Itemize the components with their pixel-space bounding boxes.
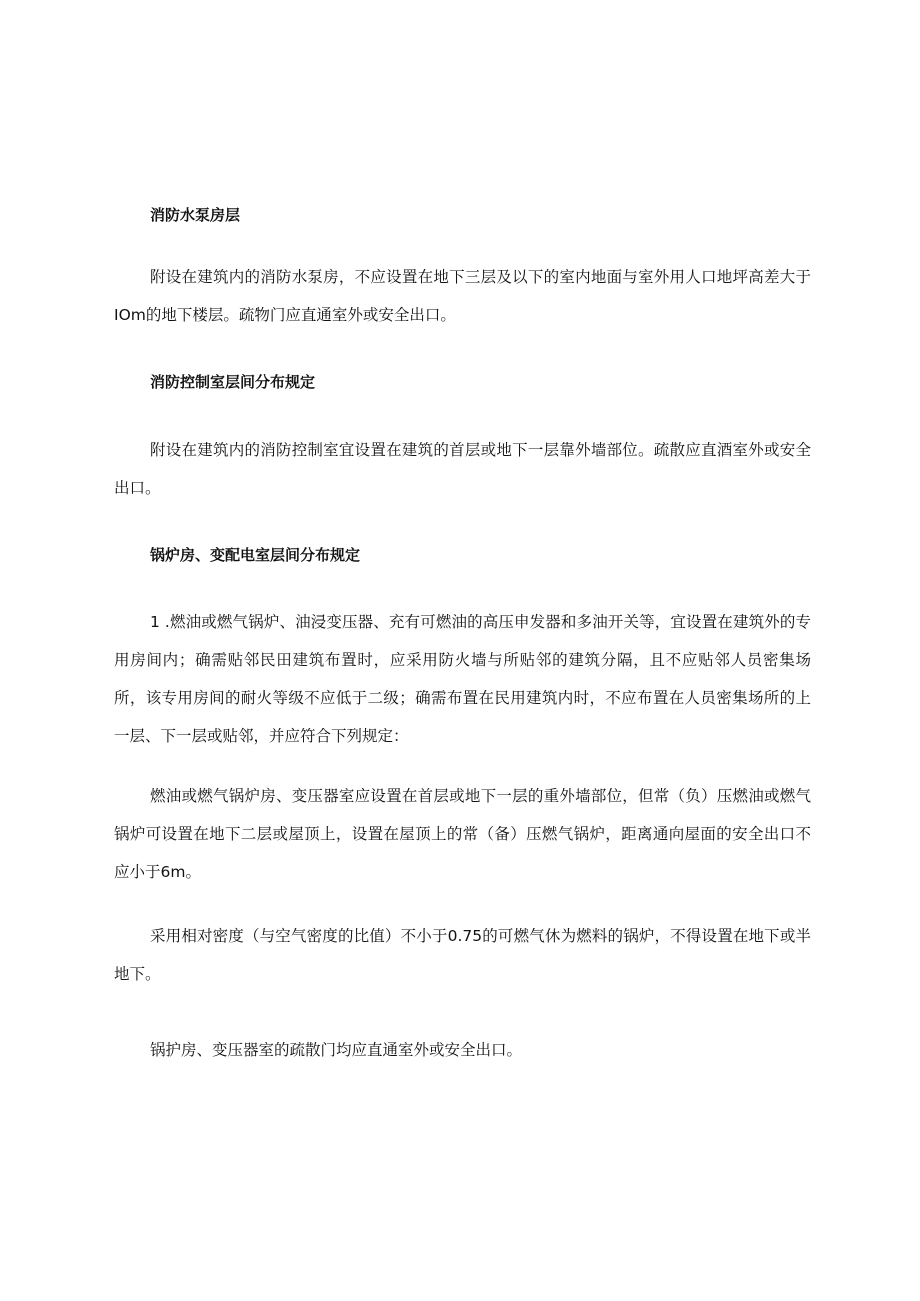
paragraph-fire-pump-room: 附设在建筑内的消防水泵房，不应设置在地下三层及以下的室内地面与室外用人口地坪高差大于IOm的地下楼层。疏物门应直通室外或安全出口。 xyxy=(114,268,811,324)
paragraph-boiler-location: 燃油或燃气锅炉房、变压器室应设置在首层或地下一层的重外墙部位，但常（负）压燃油或燃气锅炉可设置在地下二层或屋顶上，设置在屋顶上的常（备）压燃气锅炉，距离通向屋面的安全出口不应小于6m。 xyxy=(114,787,811,881)
section-heading-boiler-substation: 锅炉房、变配电室层间分布规定 xyxy=(150,546,361,564)
paragraph-fire-control-room: 附设在建筑内的消防控制室宜设置在建筑的首层或地下一层靠外墙部位。疏散应直酒室外或安全出口。 xyxy=(114,441,811,497)
paragraph-boiler-rule-1: 1 .燃油或燃气锅炉、油浸变压器、充有可燃油的高压申发器和多油开关等，宜设置在建筑外的专用房间内；确需贴邻民田建筑布置时，应采用防火墙与所贴邻的建筑分隔，且不应贴邻人员密集场所，该专用房间的耐火等级不应低于二级；确需布置在民用建筑内时，不应布置在人员密集场所的上一层、下一层或贴邻，并应符合下列规定： xyxy=(114,613,811,745)
section-heading-fire-control-room: 消防控制室层间分布规定 xyxy=(150,373,316,391)
document-page xyxy=(114,0,811,1301)
section-heading-fire-pump-room: 消防水泵房层 xyxy=(150,206,241,224)
paragraph-exit-doors: 锅护房、变压器室的疏散门均应直通室外或安全出口。 xyxy=(150,1041,523,1059)
paragraph-gas-density: 采用相对密度（与空气密度的比值）不小于0.75的可燃气休为燃料的锅炉，不得设置在地下或半地下。 xyxy=(114,927,811,983)
